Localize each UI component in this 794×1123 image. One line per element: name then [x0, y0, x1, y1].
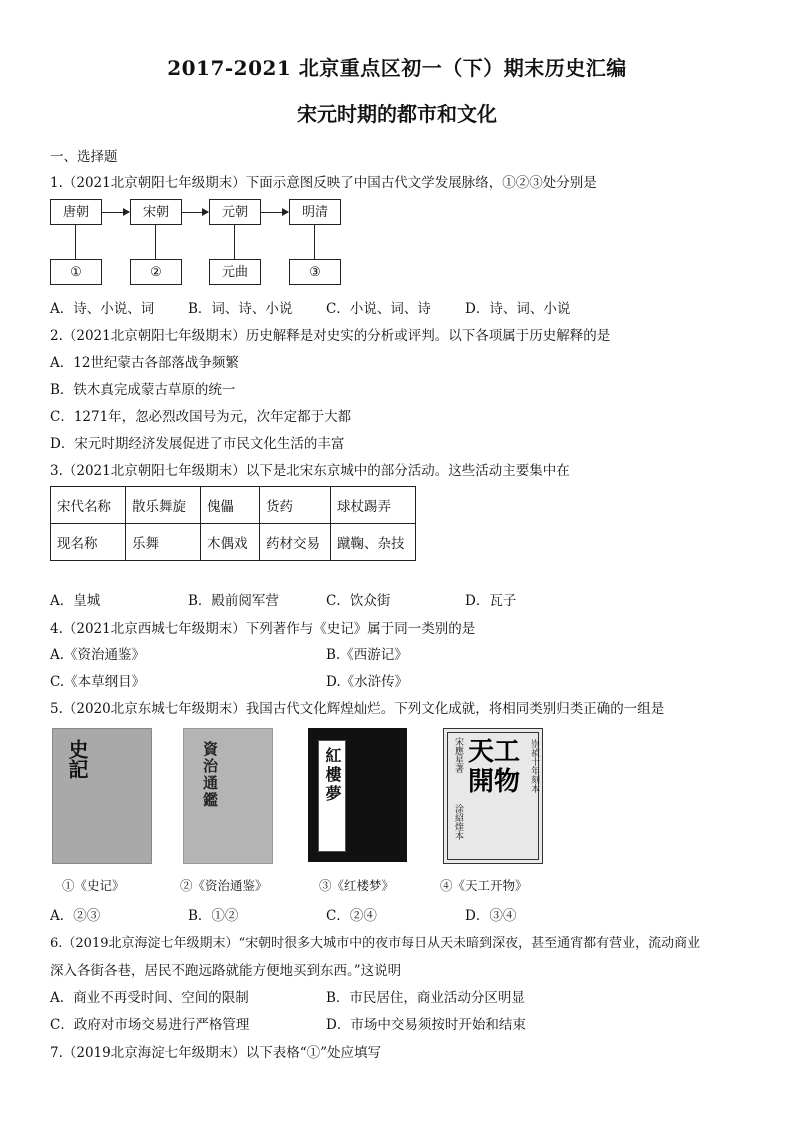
zizhi-cover-text: 資治通鑑: [201, 741, 219, 809]
q5-stem: 5.（2020北京东城七年级期末）我国古代文化辉煌灿烂。下列文化成就，将相同类别归类正确的一组是: [50, 701, 665, 717]
q5-caption-4: ④《天工开物》: [440, 878, 528, 893]
honglou-cover-image: [308, 728, 407, 862]
q1-option-c: C．小说、词、诗: [326, 301, 431, 317]
q3-option-b: B．殿前阅军营: [188, 593, 279, 609]
honglou-cover-text: 紅樓夢: [323, 747, 342, 804]
tiangong-cover-image: [443, 728, 543, 864]
tiangong-side-text-1: 宋應星著: [453, 737, 463, 773]
table-cell: 乐舞: [126, 524, 201, 561]
q1-connector-1: [75, 225, 76, 259]
section-heading: 一、选择题: [50, 149, 118, 165]
q1-connector-3: [234, 225, 235, 259]
q1-box-tang: 唐朝: [50, 199, 102, 225]
honglou-label-strip: [318, 740, 346, 852]
q5-option-a: A．②③: [50, 908, 101, 924]
page-subtitle: 宋元时期的都市和文化: [297, 102, 497, 126]
table-cell: 散乐舞旋: [126, 487, 201, 524]
q2-option-b: B．铁木真完成蒙古草原的统一: [50, 382, 236, 398]
q1-box-song: 宋朝: [130, 199, 182, 225]
q5-option-c: C．②④: [326, 908, 377, 924]
q1-connector-4: [314, 225, 315, 259]
q4-stem: 4.（2021北京西城七年级期末）下列著作与《史记》属于同一类别的是: [50, 621, 476, 637]
page-title: 2017-2021 北京重点区初一（下）期末历史汇编: [167, 56, 627, 80]
q3-table: [50, 486, 416, 561]
q2-stem: 2.（2021北京朝阳七年级期末）历史解释是对史实的分析或评判。以下各项属于历史解释的是: [50, 328, 611, 344]
q2-option-a: A．12世纪蒙古各部落战争频繁: [50, 355, 239, 371]
q1-box-mingqing: 明清: [289, 199, 341, 225]
q1-blank-3: ③: [289, 259, 341, 285]
shiji-cover-image: [52, 728, 152, 864]
table-row: [51, 487, 416, 524]
table-cell: 球杖踢弄: [331, 487, 416, 524]
q4-option-d: D.《水浒传》: [326, 674, 409, 690]
tiangong-side-text-2: 涂紹煃本: [453, 804, 463, 840]
tiangong-right-text: 崇禎十年刻本: [529, 739, 539, 793]
q3-option-c: C．饮众街: [326, 593, 391, 609]
q1-arrow-2: [182, 212, 208, 213]
q6-option-c: C．政府对市场交易进行严格管理: [50, 1017, 250, 1033]
q1-blank-2: ②: [130, 259, 182, 285]
q1-arrow-1: [102, 212, 129, 213]
q1-option-d: D．诗、词、小说: [465, 301, 571, 317]
q1-blank-1: ①: [50, 259, 102, 285]
q5-option-b: B．①②: [188, 908, 239, 924]
zizhi-cover-image: [183, 728, 273, 864]
table-cell: 现名称: [51, 524, 126, 561]
q5-caption-1: ①《史记》: [62, 878, 125, 893]
q1-option-b: B．词、诗、小说: [188, 301, 293, 317]
q3-option-a: A．皇城: [50, 593, 101, 609]
q6-stem-line2: 深入各街各巷，居民不跑远路就能方便地买到东西。”这说明: [50, 963, 402, 979]
table-row: [51, 524, 416, 561]
q6-option-b: B．市民居住，商业活动分区明显: [326, 990, 525, 1006]
q4-option-b: B.《西游记》: [326, 647, 408, 663]
q5-option-d: D．③④: [465, 908, 517, 924]
q5-caption-3: ③《红楼梦》: [319, 878, 395, 893]
q1-connector-2: [155, 225, 156, 259]
table-cell: 药材交易: [260, 524, 331, 561]
table-cell: 货药: [260, 487, 331, 524]
q1-stem: 1.（2021北京朝阳七年级期末）下面示意图反映了中国古代文学发展脉络，①②③处分别是: [50, 175, 597, 191]
shiji-cover-text: 史記: [65, 739, 89, 779]
q3-stem: 3.（2021北京朝阳七年级期末）以下是北宋东京城中的部分活动。这些活动主要集中在: [50, 463, 570, 479]
q1-box-yuanqu: 元曲: [209, 259, 261, 285]
q6-option-a: A．商业不再受时间、空间的限制: [50, 990, 249, 1006]
q4-option-a: A.《资治通鉴》: [50, 647, 146, 663]
q4-option-c: C.《本草纲目》: [50, 674, 146, 690]
table-cell: 傀儡: [201, 487, 260, 524]
q5-caption-2: ②《资治通鉴》: [180, 878, 268, 893]
q2-option-d: D．宋元时期经济发展促进了市民文化生活的丰富: [50, 436, 345, 452]
table-cell: 木偶戏: [201, 524, 260, 561]
q3-option-d: D．瓦子: [465, 593, 517, 609]
q1-box-yuan: 元朝: [209, 199, 261, 225]
q2-option-c: C．1271年，忽必烈改国号为元，次年定都于大都: [50, 409, 352, 425]
q1-arrow-3: [261, 212, 288, 213]
q7-stem: 7.（2019北京海淀七年级期末）以下表格“①”处应填写: [50, 1045, 382, 1061]
table-cell: 宋代名称: [51, 487, 126, 524]
table-cell: 蹴鞠、杂技: [331, 524, 416, 561]
q1-option-a: A．诗、小说、词: [50, 301, 155, 317]
q6-option-d: D．市场中交易须按时开始和结束: [326, 1017, 526, 1033]
tiangong-title-text: 天工開物: [467, 737, 520, 797]
q6-stem-line1: 6.（2019北京海淀七年级期末）“宋朝时很多大城市中的夜市每日从天未暗到深夜，甚至通宵都有营业，流动商业: [50, 936, 701, 951]
